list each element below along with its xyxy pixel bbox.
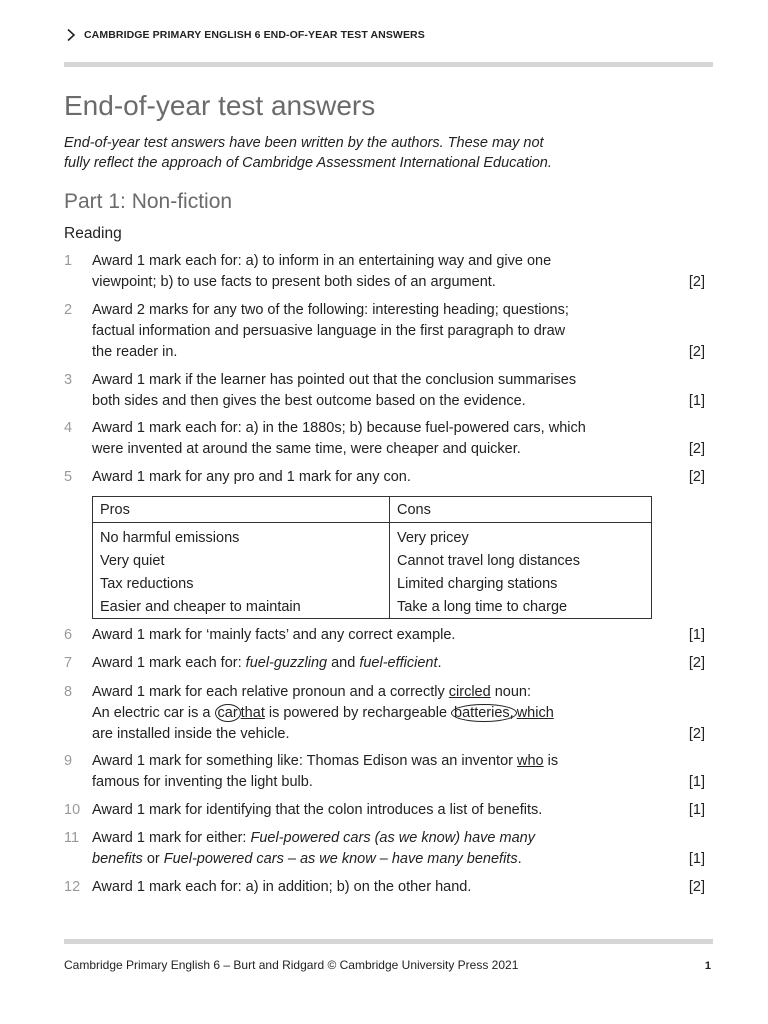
mark-value: [2] — [688, 469, 705, 485]
answer-line — [92, 653, 667, 674]
answer-text: noun: — [490, 684, 532, 700]
answer-line: Award 1 mark for identifying that the colon introduces a list of benefits. — [92, 802, 543, 818]
question-number: 1 — [64, 253, 73, 269]
table-row — [93, 549, 652, 572]
question-number: 4 — [64, 420, 73, 436]
column-header: Pros — [93, 497, 390, 523]
answer-line: were invented at around the same time, were cheaper and quicker. — [92, 441, 521, 457]
answer-line: Award 1 mark for any pro and 1 mark for any con. — [92, 469, 411, 485]
answer-text: is powered by rechargeable — [264, 705, 452, 721]
question-number: 11 — [64, 830, 80, 846]
table-row — [93, 523, 652, 550]
answer-line — [92, 751, 667, 772]
column-header: Cons — [390, 497, 652, 523]
answer-line: viewpoint; b) to use facts to present both sides of an argument. — [92, 274, 496, 290]
table-cell: Very pricey — [390, 523, 652, 550]
table-header-row — [93, 497, 652, 523]
question-number: 8 — [64, 684, 73, 700]
answer-text: or — [142, 851, 164, 867]
answer-text: is — [543, 753, 559, 769]
answer-text: Award 1 mark for each relative pronoun and a correctly — [92, 684, 449, 700]
question-number: 2 — [64, 302, 73, 318]
mark-value: [2] — [688, 726, 705, 742]
answer-text: An electric car is a — [92, 705, 215, 721]
mark-value: [1] — [688, 774, 705, 790]
pros-cons-table — [92, 496, 652, 619]
circled-noun: batteries, — [451, 704, 517, 722]
footer-divider — [64, 939, 713, 944]
underlined-word: circled — [448, 684, 491, 700]
answer-line — [92, 703, 667, 724]
mark-value: [1] — [688, 802, 705, 818]
table-row — [93, 595, 652, 619]
answer-text: and — [327, 655, 360, 671]
underlined-pronoun: that — [240, 705, 265, 721]
intro-note — [64, 133, 644, 173]
table-cell: Easier and cheaper to maintain — [93, 595, 390, 619]
header-divider — [64, 62, 713, 67]
part-heading: Part 1: Non-fiction — [64, 190, 233, 213]
answer-line: Award 1 mark each for: a) to inform in an entertaining way and give one — [92, 253, 552, 269]
mark-value: [2] — [688, 655, 705, 671]
intro-line-2: fully reflect the approach of Cambridge Assessment International Education. — [64, 155, 552, 171]
answer-text: Award 1 mark each for: — [92, 655, 246, 671]
question-number: 12 — [64, 879, 81, 895]
mark-value: [1] — [688, 851, 705, 867]
question-number: 10 — [64, 802, 81, 818]
answer-text: . — [437, 655, 442, 671]
running-header — [64, 28, 714, 42]
answer-line: both sides and then gives the best outcome based on the evidence. — [92, 393, 526, 409]
answer-line — [92, 682, 667, 703]
question-number: 6 — [64, 627, 73, 643]
answer-line: famous for inventing the light bulb. — [92, 774, 313, 790]
example-term: fuel-efficient — [359, 655, 438, 671]
answer-line: Award 1 mark for ‘mainly facts’ and any correct example. — [92, 627, 456, 643]
section-heading: Reading — [64, 225, 122, 242]
answer-line: Award 1 mark each for: a) in addition; b) on the other hand. — [92, 879, 472, 895]
table-cell: Tax reductions — [93, 572, 390, 595]
circled-noun: car — [215, 704, 241, 722]
mark-value: [2] — [688, 879, 705, 895]
answer-line: Award 2 marks for any two of the following: interesting heading; questions; — [92, 302, 569, 318]
question-number: 3 — [64, 372, 73, 388]
mark-value: [2] — [688, 274, 705, 290]
table-cell: Cannot travel long distances — [390, 549, 652, 572]
answer-line: are installed inside the vehicle. — [92, 726, 290, 742]
mark-value: [2] — [688, 441, 705, 457]
answer-line: Award 1 mark if the learner has pointed out that the conclusion summarises — [92, 372, 577, 388]
mark-value: [2] — [688, 344, 705, 360]
question-number: 5 — [64, 469, 73, 485]
table-cell: Limited charging stations — [390, 572, 652, 595]
answer-text: . — [517, 851, 522, 867]
example-sentence: Fuel-powered cars – as we know – have many benefits — [163, 851, 518, 867]
chevron-right-icon — [64, 28, 78, 42]
table-cell: Very quiet — [93, 549, 390, 572]
underlined-pronoun: which — [516, 705, 554, 721]
answer-text: Award 1 mark for something like: Thomas Edison was an inventor — [92, 753, 517, 769]
answer-line — [92, 828, 667, 849]
example-sentence: benefits — [92, 851, 143, 867]
example-sentence: Fuel-powered cars (as we know) have many — [250, 830, 535, 846]
table-cell: No harmful emissions — [93, 523, 390, 550]
answer-text: Award 1 mark for either: — [92, 830, 251, 846]
mark-value: [1] — [688, 627, 705, 643]
question-number: 7 — [64, 655, 73, 671]
answer-line: Award 1 mark each for: a) in the 1880s; b) because fuel-powered cars, which — [92, 420, 586, 436]
page-title: End-of-year test answers — [64, 90, 376, 121]
question-number: 9 — [64, 753, 73, 769]
answer-line — [92, 849, 667, 870]
table-row — [93, 572, 652, 595]
intro-line-1: End-of-year test answers have been written by the authors. These may not — [64, 135, 544, 151]
answer-line: factual information and persuasive language in the first paragraph to draw — [92, 323, 566, 339]
table-cell: Take a long time to charge — [390, 595, 652, 619]
mark-value: [1] — [688, 393, 705, 409]
page-number: 1 — [704, 960, 711, 972]
example-term: fuel-guzzling — [245, 655, 328, 671]
answer-line: the reader in. — [92, 344, 178, 360]
underlined-pronoun: who — [517, 753, 544, 769]
running-title: CAMBRIDGE PRIMARY ENGLISH 6 END-OF-YEAR TEST ANSWERS — [84, 29, 425, 41]
footer-credit: Cambridge Primary English 6 – Burt and Ridgard © Cambridge University Press 2021 — [64, 958, 519, 972]
